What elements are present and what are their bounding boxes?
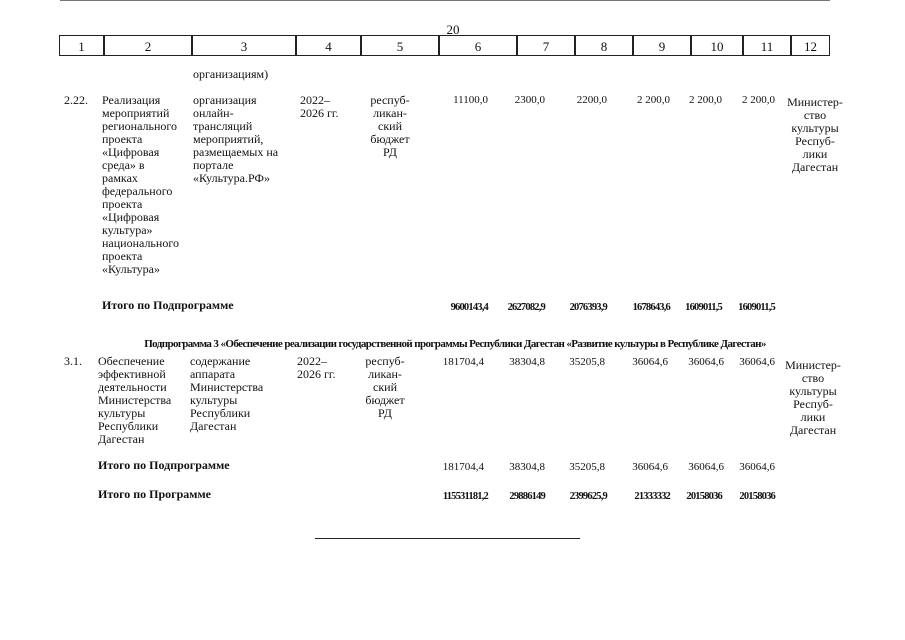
direction-line: мероприятий, [193, 132, 264, 146]
measure-name-line: Реализация [102, 93, 161, 107]
header-col-10: 10 [691, 35, 743, 56]
measure-name-line: рамках [102, 171, 138, 185]
value-2024: 36064,6 [632, 356, 668, 368]
program-value-total: 115531181,2 [442, 491, 488, 502]
source-line: ликан- [373, 106, 407, 120]
executor-line: Респуб- [795, 134, 835, 148]
executor-line: Дагестан [791, 160, 839, 174]
executor-line: Министер- [785, 358, 841, 372]
measure-name-line: «Цифровая [102, 210, 160, 224]
source-line: ский [373, 380, 397, 394]
total-value-2022: 38304,8 [509, 461, 545, 473]
source-line: ликан- [368, 367, 402, 381]
value-2022: 2300,0 [514, 94, 545, 106]
source-line: бюджет [370, 132, 410, 146]
direction-line: портале [193, 158, 234, 172]
source-line: РД [383, 145, 397, 159]
program-value-2022: 29886149 [509, 491, 545, 502]
executor-line: Респуб- [793, 397, 833, 411]
measure-name-line: федерального [102, 184, 173, 198]
subprogram-3-title: Подпрограмма 3 «Обеспечение реализации государственной программы Республики Дагестан «Развитие культуры в Республике Дагестан» [144, 338, 766, 350]
source-line: РД [378, 406, 392, 420]
direction-line: Министерства [190, 380, 264, 394]
measure-name-line: проекта [102, 249, 143, 263]
total-value-2026: 1609011,5 [738, 302, 775, 313]
measure-name-line: Министерства [98, 393, 172, 407]
header-col-8: 8 [575, 35, 633, 56]
measure-name-line: деятельности [98, 380, 167, 394]
total-value-2025: 36064,6 [688, 461, 724, 473]
total-value-2023: 2076393,9 [569, 302, 607, 313]
direction-line: трансляций [193, 119, 253, 133]
measure-name-line: проекта [102, 132, 143, 146]
measure-name-line: Дагестан [98, 432, 145, 446]
program-value-2026: 20158036 [739, 491, 775, 502]
header-col-6: 6 [439, 35, 517, 56]
measure-name-line: среда» в [102, 158, 145, 172]
executor-line: лики [800, 410, 826, 424]
end-rule [315, 538, 580, 539]
source-line: ский [378, 119, 402, 133]
total-value-2025: 1609011,5 [685, 302, 722, 313]
row-number: 2.22. [64, 93, 88, 107]
header-col-5: 5 [361, 35, 439, 56]
header-col-11: 11 [743, 35, 791, 56]
direction-line: содержание [190, 354, 251, 368]
executor-line: ство [801, 371, 825, 385]
program-value-2025: 20158036 [686, 491, 722, 502]
direction-line: онлайн- [193, 106, 234, 120]
page-number: 20 [446, 22, 460, 37]
executor-line: культуры [789, 384, 837, 398]
value-2023: 2200,0 [576, 94, 607, 106]
measure-name-line: мероприятий [102, 106, 170, 120]
row-number: 3.1. [64, 354, 82, 368]
measure-name-line: национального [102, 236, 179, 250]
total-value-2022: 2627082,9 [507, 302, 545, 313]
value-total: 11100,0 [453, 94, 488, 106]
executor-line: лики [802, 147, 828, 161]
value-2025: 36064,6 [688, 356, 724, 368]
direction-line: Республики [190, 406, 251, 420]
direction-line: размещаемых на [193, 145, 279, 159]
value-total: 181704,4 [442, 356, 484, 368]
program-total-label: Итого по Программе [98, 487, 211, 501]
executor-line: ство [803, 108, 827, 122]
measure-name-line: регионального [102, 119, 178, 133]
executor-line: Министер- [787, 95, 843, 109]
direction-line: «Культура.РФ» [193, 171, 270, 185]
total-value-total: 181704,4 [442, 461, 484, 473]
executor-line: культуры [791, 121, 839, 135]
direction-line: Дагестан [190, 419, 237, 433]
total-value-2026: 36064,6 [739, 461, 775, 473]
period-line: 2022– [297, 354, 327, 368]
source-line: респуб- [365, 354, 405, 368]
total-value-total: 9600143,4 [450, 302, 488, 313]
measure-name-line: Обеспечение [98, 354, 165, 368]
subprogram-total-label: Итого по Подпрограмме [102, 298, 234, 312]
measure-name-line: проекта [102, 197, 143, 211]
header-col-4: 4 [296, 35, 361, 56]
column-number-header [60, 35, 830, 57]
measure-name-line: Республики [98, 419, 159, 433]
source-line: респуб- [370, 93, 410, 107]
value-2025: 2 200,0 [689, 94, 722, 106]
period-line: 2022– [300, 93, 330, 107]
total-value-2023: 35205,8 [569, 461, 605, 473]
header-col-3: 3 [192, 35, 296, 56]
subprogram-total-label: Итого по Подпрограмме [98, 458, 230, 472]
program-value-2024: 21333332 [634, 491, 670, 502]
header-col-1: 1 [59, 35, 104, 56]
value-2022: 38304,8 [509, 356, 545, 368]
header-col-12: 12 [791, 35, 830, 56]
total-value-2024: 1678643,6 [632, 302, 670, 313]
period-line: 2026 гг. [300, 106, 339, 120]
value-2026: 2 200,0 [742, 94, 775, 106]
measure-name-line: «Культура» [102, 262, 160, 276]
measure-name-line: культура» [102, 223, 153, 237]
header-col-7: 7 [517, 35, 575, 56]
header-col-2: 2 [104, 35, 192, 56]
header-col-9: 9 [633, 35, 691, 56]
total-value-2024: 36064,6 [632, 461, 668, 473]
direction-line: организация [193, 93, 257, 107]
executor-line: Дагестан [789, 423, 837, 437]
value-2024: 2 200,0 [637, 94, 670, 106]
source-line: бюджет [365, 393, 405, 407]
period-line: 2026 гг. [297, 367, 336, 381]
program-value-2023: 2399625,9 [569, 491, 607, 502]
value-2023: 35205,8 [569, 356, 605, 368]
measure-name-line: «Цифровая [102, 145, 160, 159]
direction-line: аппарата [190, 367, 236, 381]
continued-text: организациям) [193, 67, 269, 81]
measure-name-line: эффективной [98, 367, 166, 381]
direction-line: культуры [190, 393, 238, 407]
top-rule [60, 0, 830, 1]
measure-name-line: культуры [98, 406, 146, 420]
value-2026: 36064,6 [739, 356, 775, 368]
